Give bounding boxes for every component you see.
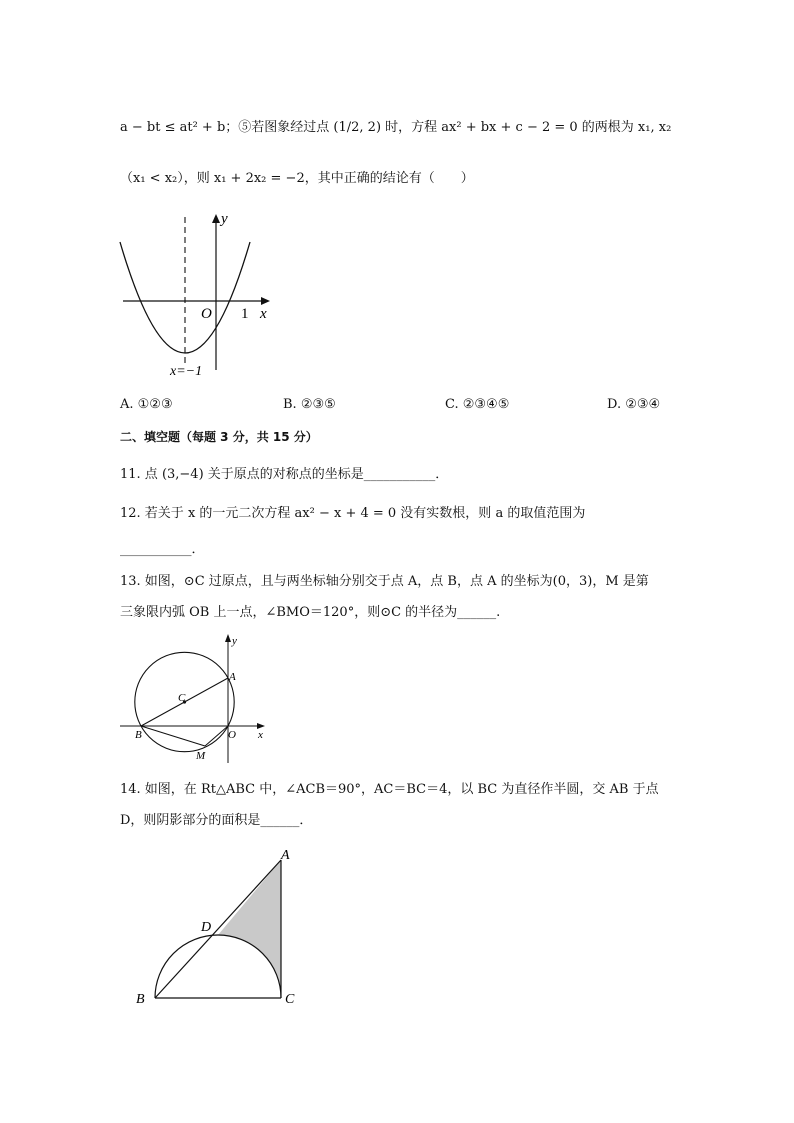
question-13-line2: 三象限内弧 OB 上一点，∠BMO＝120°，则⊙C 的半径为______.	[120, 605, 501, 620]
section-title: 二、填空题（每题 3 分，共 15 分）	[120, 430, 318, 444]
origin-label: O	[201, 306, 212, 322]
circle-x-label: x	[258, 729, 263, 741]
tri-point-c-label: C	[285, 992, 295, 1007]
symmetry-axis-label: x=−1	[170, 364, 203, 379]
tri-point-a-label: A	[281, 848, 290, 863]
point-a-label: A	[229, 671, 236, 683]
point-c-label: C	[178, 692, 186, 704]
question-13-line1: 13. 如图，⊙C 过原点，且与两坐标轴分别交于点 A，点 B，点 A 的坐标为(0，3)，M 是第	[120, 574, 649, 589]
question-11: 11. 点 (3,−4) 关于原点的对称点的坐标是___________．	[120, 467, 449, 482]
q10-line2: （x₁ < x₂），则 x₁ + 2x₂ = −2，其中正确的结论有（ ）	[120, 171, 474, 186]
question-14-line1: 14. 如图，在 Rt△ABC 中，∠ACB＝90°，AC＝BC＝4，以 BC 为直径作半圆，交 AB 于点	[120, 782, 659, 797]
parabola-figure	[115, 205, 275, 380]
option-d: D. ②③④	[607, 397, 661, 412]
point-b-label: B	[135, 729, 142, 741]
question-12-line2: ___________．	[120, 542, 205, 557]
circle-figure	[115, 628, 275, 768]
x-axis-label: x	[260, 306, 267, 322]
tick-one-label: 1	[241, 306, 249, 322]
point-m-label: M	[196, 750, 206, 762]
semicircle-figure	[130, 845, 310, 1015]
option-b: B. ②③⑤	[283, 397, 336, 412]
circle-y-label: y	[232, 635, 237, 647]
option-a: A. ①②③	[120, 397, 173, 412]
question-12-line1: 12. 若关于 x 的一元二次方程 ax² − x + 4 = 0 没有实数根，则 a 的取值范围为	[120, 506, 586, 521]
question-14-line2: D，则阴影部分的面积是______．	[120, 813, 313, 828]
q10-line1: a − bt ≤ at² + b；⑤若图象经过点 (1/2, 2) 时，方程 ax² + bx + c − 2 = 0 的两根为 x₁, x₂	[120, 120, 672, 135]
point-o-label: O	[228, 729, 236, 741]
tri-point-d-label: D	[201, 920, 212, 935]
tri-point-b-label: B	[136, 992, 145, 1007]
option-c: C. ②③④⑤	[445, 397, 510, 412]
y-axis-label: y	[221, 211, 228, 227]
